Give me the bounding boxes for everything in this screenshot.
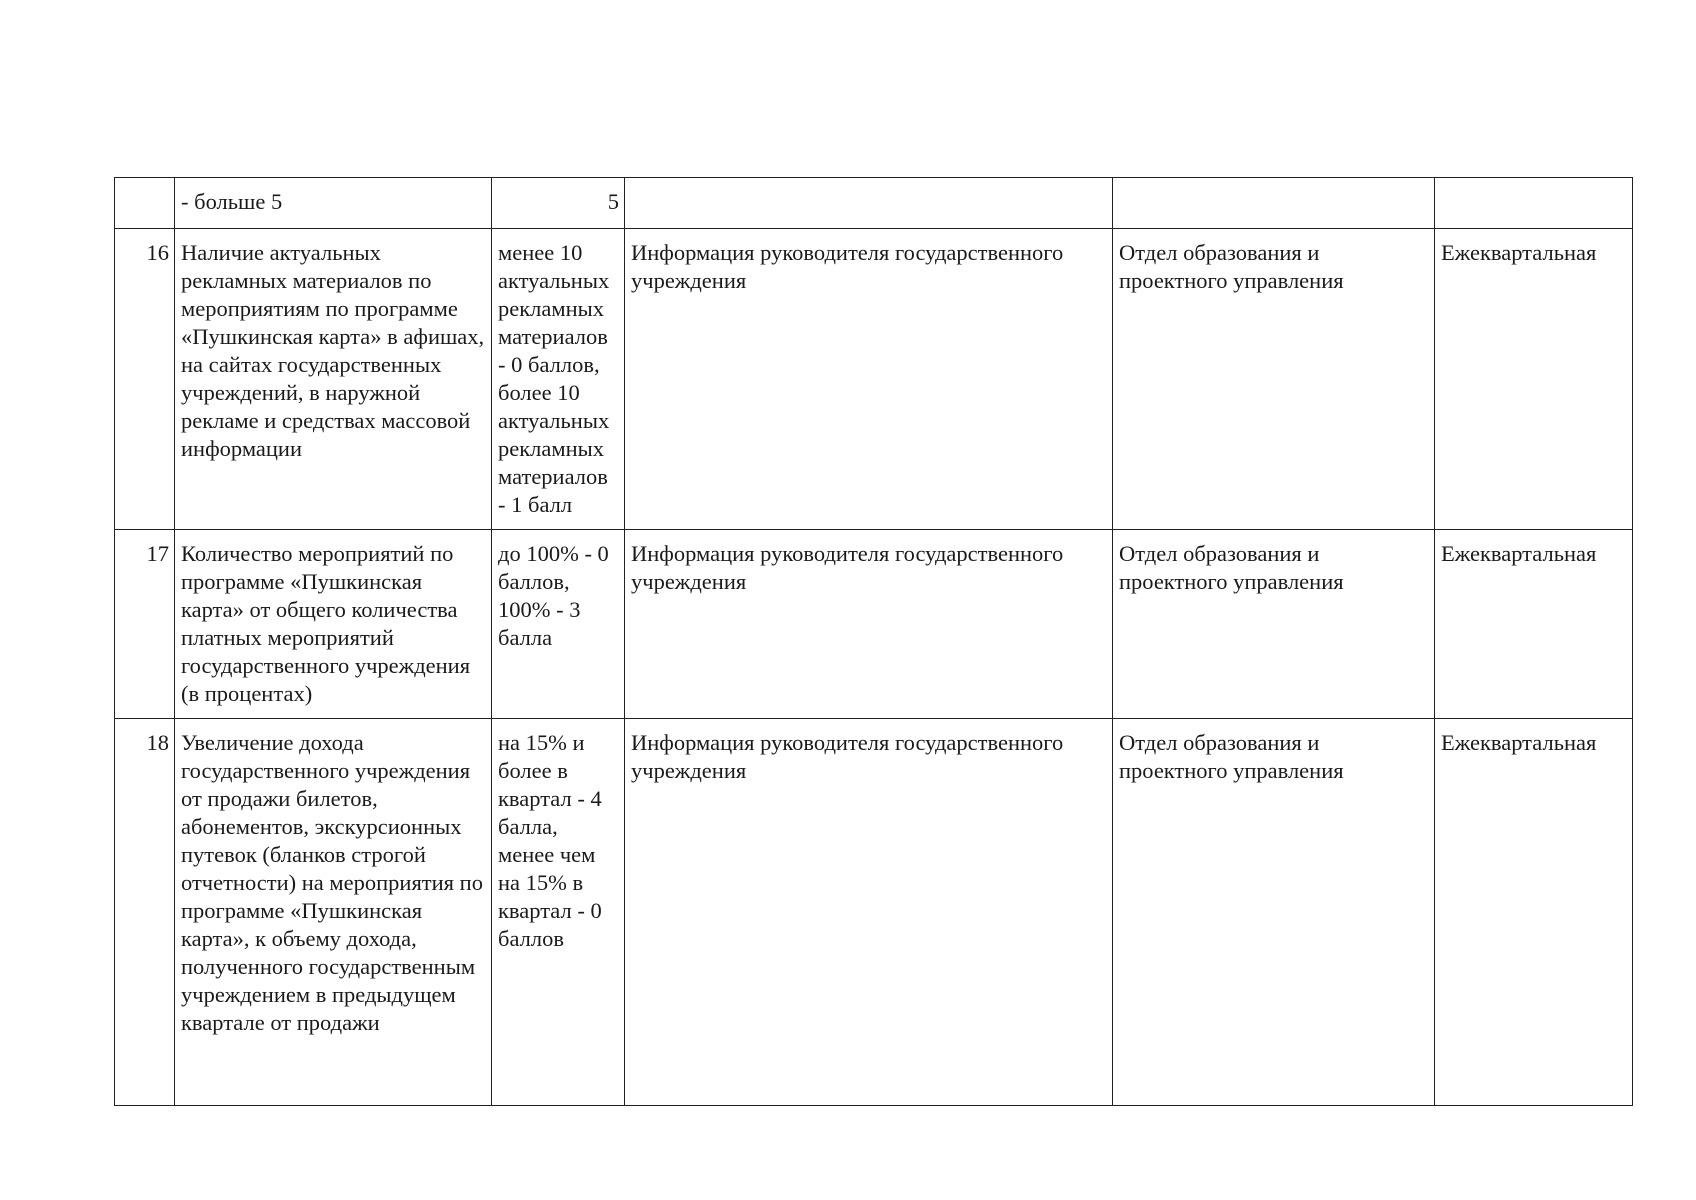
criteria-table xyxy=(114,177,1633,1106)
score-cell: менее 10 актуальных рекламных материалов - 0 баллов, более 10 актуальных рекламных материалов - 1 балл xyxy=(492,229,625,530)
row-number xyxy=(115,178,175,229)
table-row xyxy=(115,178,1633,229)
row-number: 17 xyxy=(115,530,175,719)
criterion-cell: - больше 5 xyxy=(175,178,492,229)
source-cell: Информация руководителя государственного учреждения xyxy=(625,530,1113,719)
row-number: 18 xyxy=(115,719,175,1106)
score-cell: на 15% и более в квартал - 4 балла, менее чем на 15% в квартал - 0 баллов xyxy=(492,719,625,1106)
responsible-cell: Отдел образования и проектного управления xyxy=(1113,229,1435,530)
responsible-cell xyxy=(1113,178,1435,229)
periodicity-cell: Ежеквартальная xyxy=(1435,530,1633,719)
criterion-cell: Увеличение дохода государственного учреждения от продажи билетов, абонементов, экскурсионных путевок (бланков строгой отчетности) на мероприятия по программе «Пушкинская карта», к объему дохода, полученного государственным учреждением в предыдущем квартале от продажи xyxy=(175,719,492,1106)
periodicity-cell: Ежеквартальная xyxy=(1435,719,1633,1106)
score-cell: до 100% - 0 баллов, 100% - 3 балла xyxy=(492,530,625,719)
table-row xyxy=(115,229,1633,530)
criterion-cell: Наличие актуальных рекламных материалов по мероприятиям по программе «Пушкинская карта» в афишах, на сайтах государственных учреждений, в наружной рекламе и средствах массовой информации xyxy=(175,229,492,530)
responsible-cell: Отдел образования и проектного управления xyxy=(1113,719,1435,1106)
row-number: 16 xyxy=(115,229,175,530)
criterion-cell: Количество мероприятий по программе «Пушкинская карта» от общего количества платных мероприятий государственного учреждения (в процентах) xyxy=(175,530,492,719)
table-row xyxy=(115,719,1633,1106)
responsible-cell: Отдел образования и проектного управления xyxy=(1113,530,1435,719)
periodicity-cell xyxy=(1435,178,1633,229)
source-cell: Информация руководителя государственного учреждения xyxy=(625,719,1113,1106)
source-cell: Информация руководителя государственного учреждения xyxy=(625,229,1113,530)
source-cell xyxy=(625,178,1113,229)
periodicity-cell: Ежеквартальная xyxy=(1435,229,1633,530)
table-row xyxy=(115,530,1633,719)
score-cell: 5 xyxy=(492,178,625,229)
